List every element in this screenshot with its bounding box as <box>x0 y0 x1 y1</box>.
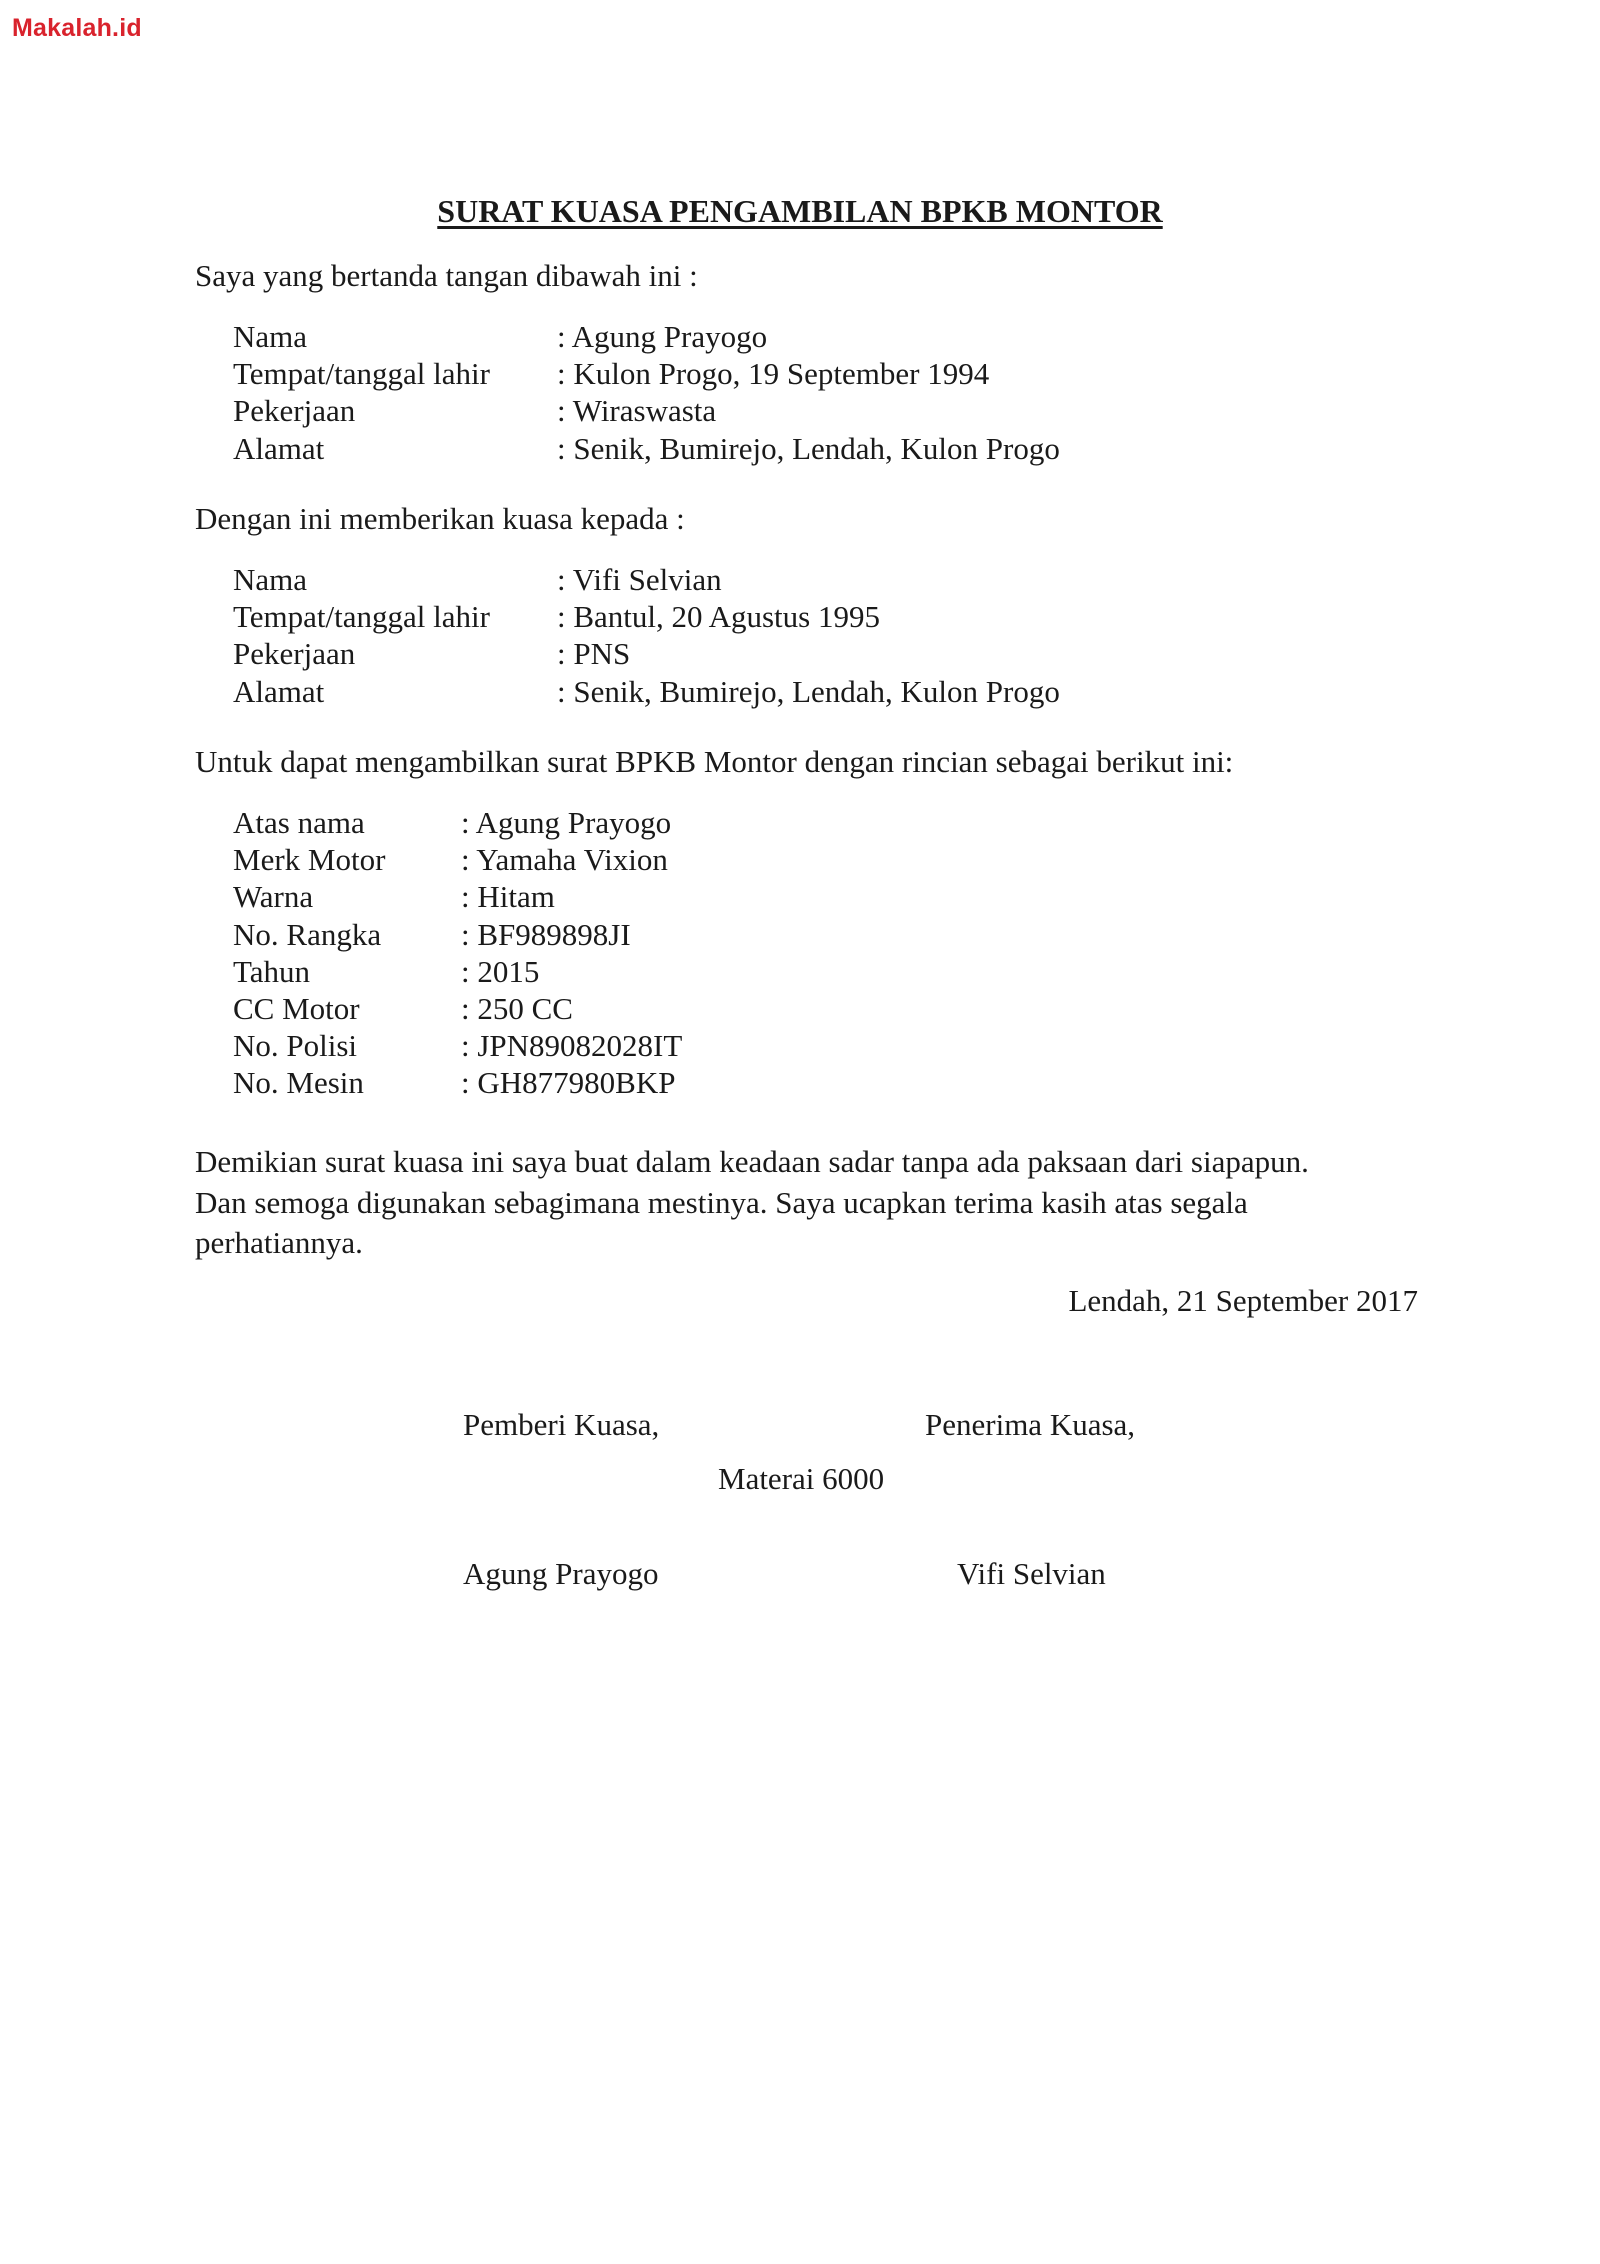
field-value: : Wiraswasta <box>557 393 717 429</box>
grantee-signature-name: Vifi Selvian <box>957 1556 1106 1591</box>
intro-text: Saya yang bertanda tangan dibawah ini : <box>195 258 698 293</box>
field-value: : Hitam <box>461 879 555 915</box>
field-label: Nama <box>233 562 308 597</box>
place-date: Lendah, 21 September 2017 <box>1068 1283 1418 1318</box>
field-value: : 2015 <box>461 953 540 989</box>
field-label: Warna <box>233 879 314 915</box>
closing-line: perhatiannya. <box>195 1225 363 1260</box>
grantee-signature-label: Penerima Kuasa, <box>925 1407 1136 1442</box>
field-value: : Senik, Bumirejo, Lendah, Kulon Progo <box>557 430 1060 466</box>
stamp-duty-label: Materai 6000 <box>718 1461 885 1496</box>
field-label: Nama <box>233 319 308 354</box>
grantor-signature-name: Agung Prayogo <box>463 1556 659 1591</box>
field-value: : GH877980BKP <box>461 1065 676 1101</box>
watermark-logo: Makalah.id <box>12 14 142 42</box>
field-label: Alamat <box>233 430 325 466</box>
field-label: Alamat <box>233 673 325 709</box>
field-label: Tempat/tanggal lahir <box>233 599 490 635</box>
field-label: No. Rangka <box>233 916 382 952</box>
field-label: Tahun <box>233 953 311 989</box>
field-label: Tempat/tanggal lahir <box>233 356 490 392</box>
field-label: Pekerjaan <box>233 393 356 429</box>
field-label: CC Motor <box>233 990 360 1026</box>
field-label: Pekerjaan <box>233 636 356 672</box>
field-value: : PNS <box>557 636 631 672</box>
page-title: SURAT KUASA PENGAMBILAN BPKB MONTOR <box>437 193 1163 229</box>
field-value: : Agung Prayogo <box>557 319 768 354</box>
field-value: : Vifi Selvian <box>557 562 722 597</box>
grant-text: Dengan ini memberikan kuasa kepada : <box>195 501 685 536</box>
field-label: No. Polisi <box>233 1028 358 1064</box>
field-label: Atas nama <box>233 805 365 840</box>
field-value: : Agung Prayogo <box>461 805 672 840</box>
field-label: No. Mesin <box>233 1065 364 1101</box>
closing-paragraph <box>195 1142 1395 1264</box>
field-label: Merk Motor <box>233 842 386 878</box>
field-value: : BF989898JI <box>461 916 631 952</box>
closing-line: Demikian surat kuasa ini saya buat dalam keadaan sadar tanpa ada paksaan dari siapapun. <box>195 1144 1309 1179</box>
grantor-signature-label: Pemberi Kuasa, <box>463 1407 660 1442</box>
field-value: : Kulon Progo, 19 September 1994 <box>557 356 990 392</box>
closing-line: Dan semoga digunakan sebagimana mestinya. Saya ucapkan terima kasih atas segala <box>195 1184 1248 1220</box>
purpose-text: Untuk dapat mengambilkan surat BPKB Montor dengan rincian sebagai berikut ini: <box>195 744 1234 779</box>
field-value: : JPN89082028IT <box>461 1028 683 1064</box>
field-value: : 250 CC <box>461 990 573 1026</box>
field-value: : Yamaha Vixion <box>461 842 668 878</box>
field-value: : Bantul, 20 Agustus 1995 <box>557 599 880 635</box>
field-value: : Senik, Bumirejo, Lendah, Kulon Progo <box>557 673 1060 709</box>
